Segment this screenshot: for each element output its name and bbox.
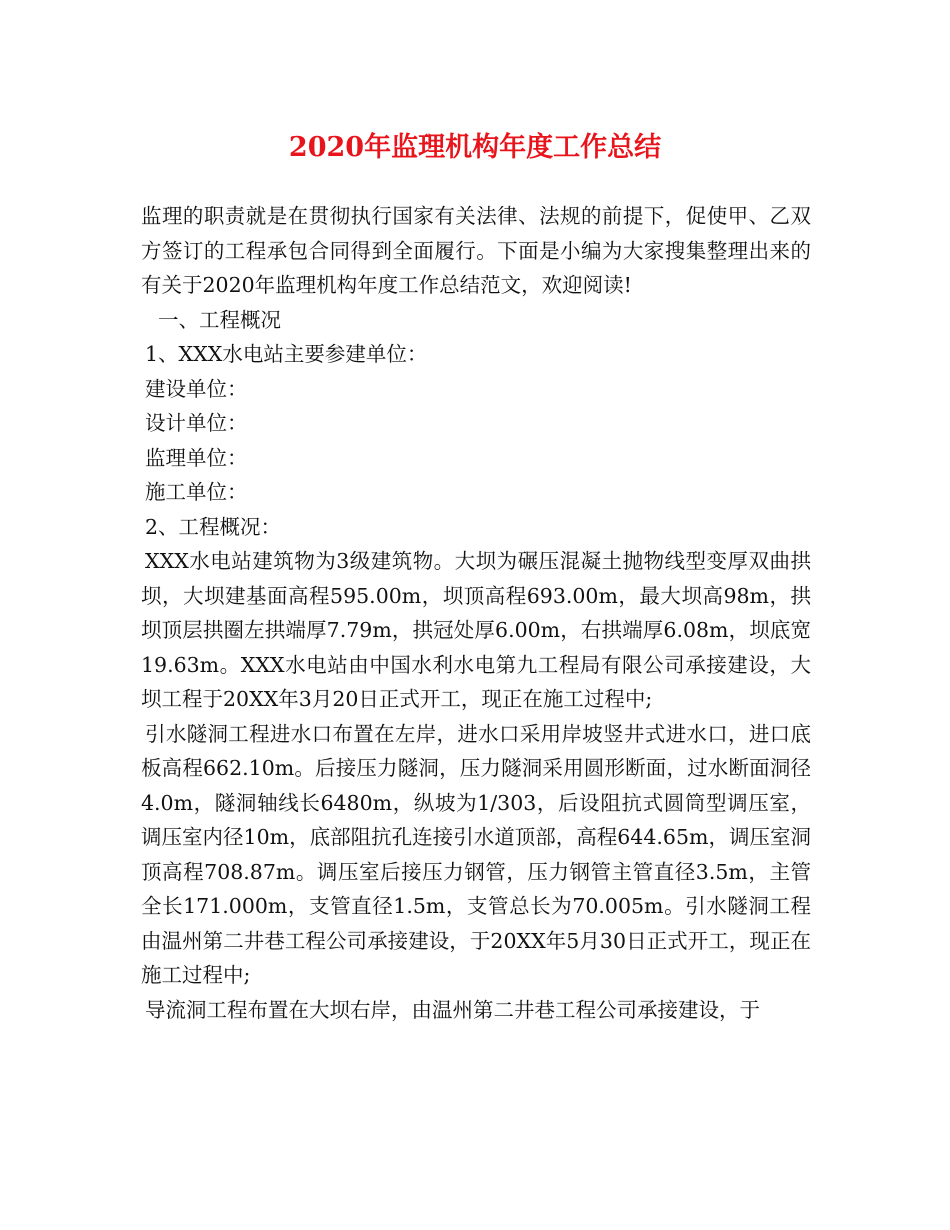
line-design-unit: 设计单位：: [145, 411, 248, 435]
paragraph-dam-overview: XXX水电站建筑物为3级建筑物。大坝为碾压混凝土抛物线型变厚双曲拱坝，大坝建基面高程595.00m，坝顶高程693.00m，最大坝高98m，拱坝顶层拱圈左拱端厚7.79m，拱冠处厚6.00m，右拱端厚6.08m，坝底宽19.63m。XXX水电站由中国水利水电第九工程局有限公司承接建设，大坝工程于20XX年3月20日正式开工，现正在施工过程中;: [141, 549, 811, 711]
intro-paragraph: 监理的职责就是在贯彻执行国家有关法律、法规的前提下，促使甲、乙双方签订的工程承包合同得到全面履行。下面是小编为大家搜集整理出来的有关于2020年监理机构年度工作总结范文，欢迎阅读!: [141, 204, 811, 297]
document-body: [141, 199, 811, 1027]
paragraph-diversion-tunnel: 引水隧洞工程进水口布置在左岸，进水口采用岸坡竖井式进水口，进口底板高程662.10m。后接压力隧洞，压力隧洞采用圆形断面，过水断面洞径4.0m，隧洞轴线长6480m，纵坡为1/303，后设阻抗式圆筒型调压室，调压室内径10m，底部阻抗孔连接引水道顶部，高程644.65m，调压室洞顶高程708.87m。调压室后接压力钢管，压力钢管主管直径3.5m，主管全长171.000m，支管直径1.5m，支管总长为70.005m。引水隧洞工程由温州第二井巷工程公司承接建设，于20XX年5月30日正式开工，现正在施工过程中;: [141, 721, 811, 987]
subheading-participating-units: 1、XXX水电站主要参建单位：: [145, 342, 428, 366]
line-construction-unit: 建设单位：: [145, 376, 248, 401]
paragraph-diversion-culvert: 导流洞工程布置在大坝右岸，由温州第二井巷工程公司承接建设，于: [145, 997, 760, 1022]
section-heading-project-overview: 一、工程概况: [158, 307, 281, 332]
line-contractor-unit: 施工单位：: [145, 480, 248, 504]
subheading-project-overview: 2、工程概况：: [145, 514, 282, 539]
line-supervision-unit: 监理单位：: [145, 445, 248, 470]
document-title: 2020年监理机构年度工作总结: [288, 132, 662, 163]
